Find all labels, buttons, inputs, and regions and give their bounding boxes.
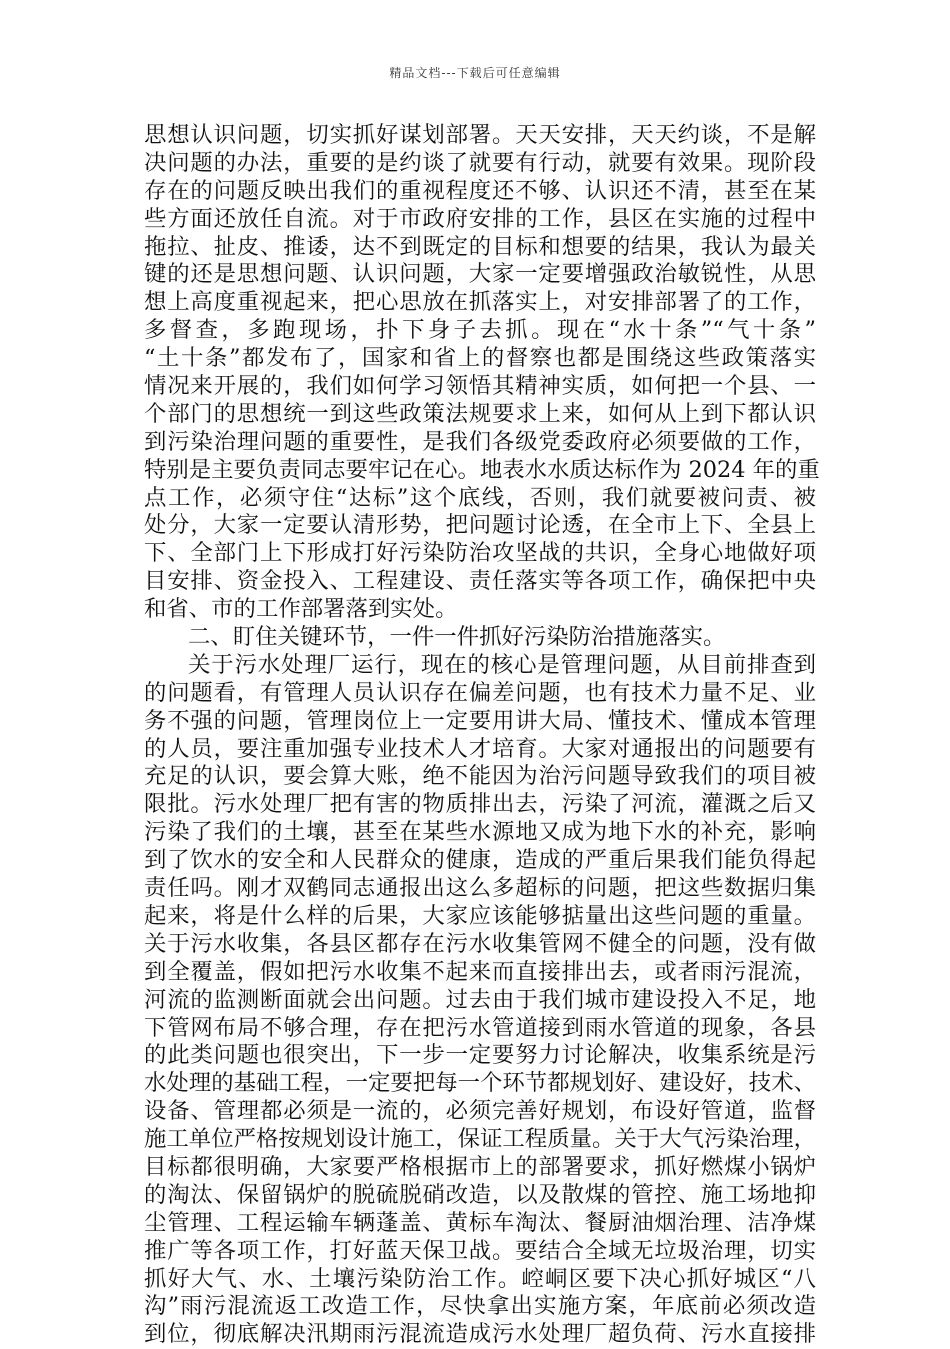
text-line: 些方面还放任自流。对于市政府安排的工作，县区在实施的过程中 [144,205,816,232]
text-line: 点工作，必须守住“达标”这个底线，否则，我们就要被问责、被 [144,484,816,511]
text-line: 想上高度重视起来，把心思放在抓落实上，对安排部署了的工作， [144,289,816,316]
text-line: 起来，将是什么样的后果，大家应该能够掂量出这些问题的重量。 [144,902,816,929]
text-line: 到污染治理问题的重要性，是我们各级党委政府必须要做的工作， [144,428,816,455]
text-line: 务不强的问题，管理岗位上一定要用讲大局、懂技术、懂成本管理 [144,707,816,734]
text-line: 设备、管理都必须是一流的，必须完善好规划，布设好管道，监督 [144,1098,816,1125]
document-body [144,122,820,1349]
text-line: “土十条”都发布了，国家和省上的督察也都是围绕这些政策落实 [144,345,816,372]
text-line: 推广等各项工作，打好蓝天保卫战。要结合全域无垃圾治理，切实 [144,1237,816,1264]
text-line: 决问题的办法，重要的是约谈了就要有行动，就要有效果。现阶段 [144,149,816,176]
text-line: 限批。污水处理厂把有害的物质排出去，污染了河流，灌溉之后又 [144,791,816,818]
text-line: 拖拉、扯皮、推诿，达不到既定的目标和想要的结果，我认为最关 [144,233,816,260]
text-line: 处分，大家一定要认清形势，把问题讨论透，在全市上下、全县上 [144,512,816,539]
text-line: 关于污水收集，各县区都存在污水收集管网不健全的问题，没有做 [144,930,816,957]
text-line: 思想认识问题，切实抓好谋划部署。天天安排，天天约谈，不是解 [144,122,816,148]
text-line: 目安排、资金投入、工程建设、责任落实等各项工作，确保把中央 [144,568,816,595]
text-line: 的淘汰、保留锅炉的脱硫脱硝改造，以及散煤的管控、施工场地抑 [144,1181,816,1208]
text-line: 下管网布局不够合理，存在把污水管道接到雨水管道的现象，各县 [144,1014,816,1041]
text-line: 下、全部门上下形成打好污染防治攻坚战的共识，全身心地做好项 [144,540,816,567]
text-line: 到了饮水的安全和人民群众的健康，造成的严重后果我们能负得起 [144,847,816,874]
text-line: 的人员，要注重加强专业技术人才培育。大家对通报出的问题要有 [144,735,816,762]
text-line: 到位，彻底解决汛期雨污混流造成污水处理厂超负荷、污水直接排 [144,1321,816,1348]
text-line: 个部门的思想统一到这些政策法规要求上来，如何从上到下都认识 [144,400,816,427]
text-line: 关于污水处理厂运行，现在的核心是管理问题，从目前排查到 [188,651,816,678]
text-line: 充足的认识，要会算大账，绝不能因为治污问题导致我们的项目被 [144,763,816,790]
text-line: 责任吗。刚才双鹤同志通报出这么多超标的问题，把这些数据归集 [144,875,816,902]
text-line: 水处理的基础工程，一定要把每一个环节都规划好、建设好，技术、 [144,1070,816,1097]
text-line: 沟”雨污混流返工改造工作，尽快拿出实施方案，年底前必须改造 [144,1293,816,1320]
text-line: 尘管理、工程运输车辆蓬盖、黄标车淘汰、餐厨油烟治理、洁净煤 [144,1209,816,1236]
text-line: 二、盯住关键环节，一件一件抓好污染防治措施落实。 [188,624,726,651]
text-line: 污染了我们的土壤，甚至在某些水源地又成为地下水的补充，影响 [144,819,816,846]
text-line: 抓好大气、水、土壤污染防治工作。崆峒区要下决心抓好城区“八 [144,1265,816,1292]
text-line: 的问题看，有管理人员认识存在偏差问题，也有技术力量不足、业 [144,679,816,706]
text-line: 目标都很明确，大家要严格根据市上的部署要求，抓好燃煤小锅炉 [144,1153,816,1180]
text-line: 和省、市的工作部署落到实处。 [144,596,458,623]
text-line: 施工单位严格按规划设计施工，保证工程质量。关于大气污染治理， [144,1126,816,1153]
text-line: 存在的问题反映出我们的重视程度还不够、认识还不清，甚至在某 [144,177,816,204]
text-line: 河流的监测断面就会出问题。过去由于我们城市建设投入不足，地 [144,986,816,1013]
text-line: 到全覆盖，假如把污水收集不起来而直接排出去，或者雨污混流， [144,958,816,985]
text-line: 多督查，多跑现场，扑下身子去抓。现在“水十条”“气十条” [144,317,816,344]
page-header: 精品文档---下载后可任意编辑 [389,66,561,80]
text-line: 的此类问题也很突出，下一步一定要努力讨论解决，收集系统是污 [144,1042,816,1069]
text-line: 特别是主要负责同志要牢记在心。地表水水质达标作为 2024 年的重 [144,456,820,483]
text-line: 情况来开展的，我们如何学习领悟其精神实质，如何把一个县、一 [144,373,816,400]
text-line: 键的还是思想问题、认识问题，大家一定要增强政治敏锐性，从思 [144,261,816,288]
